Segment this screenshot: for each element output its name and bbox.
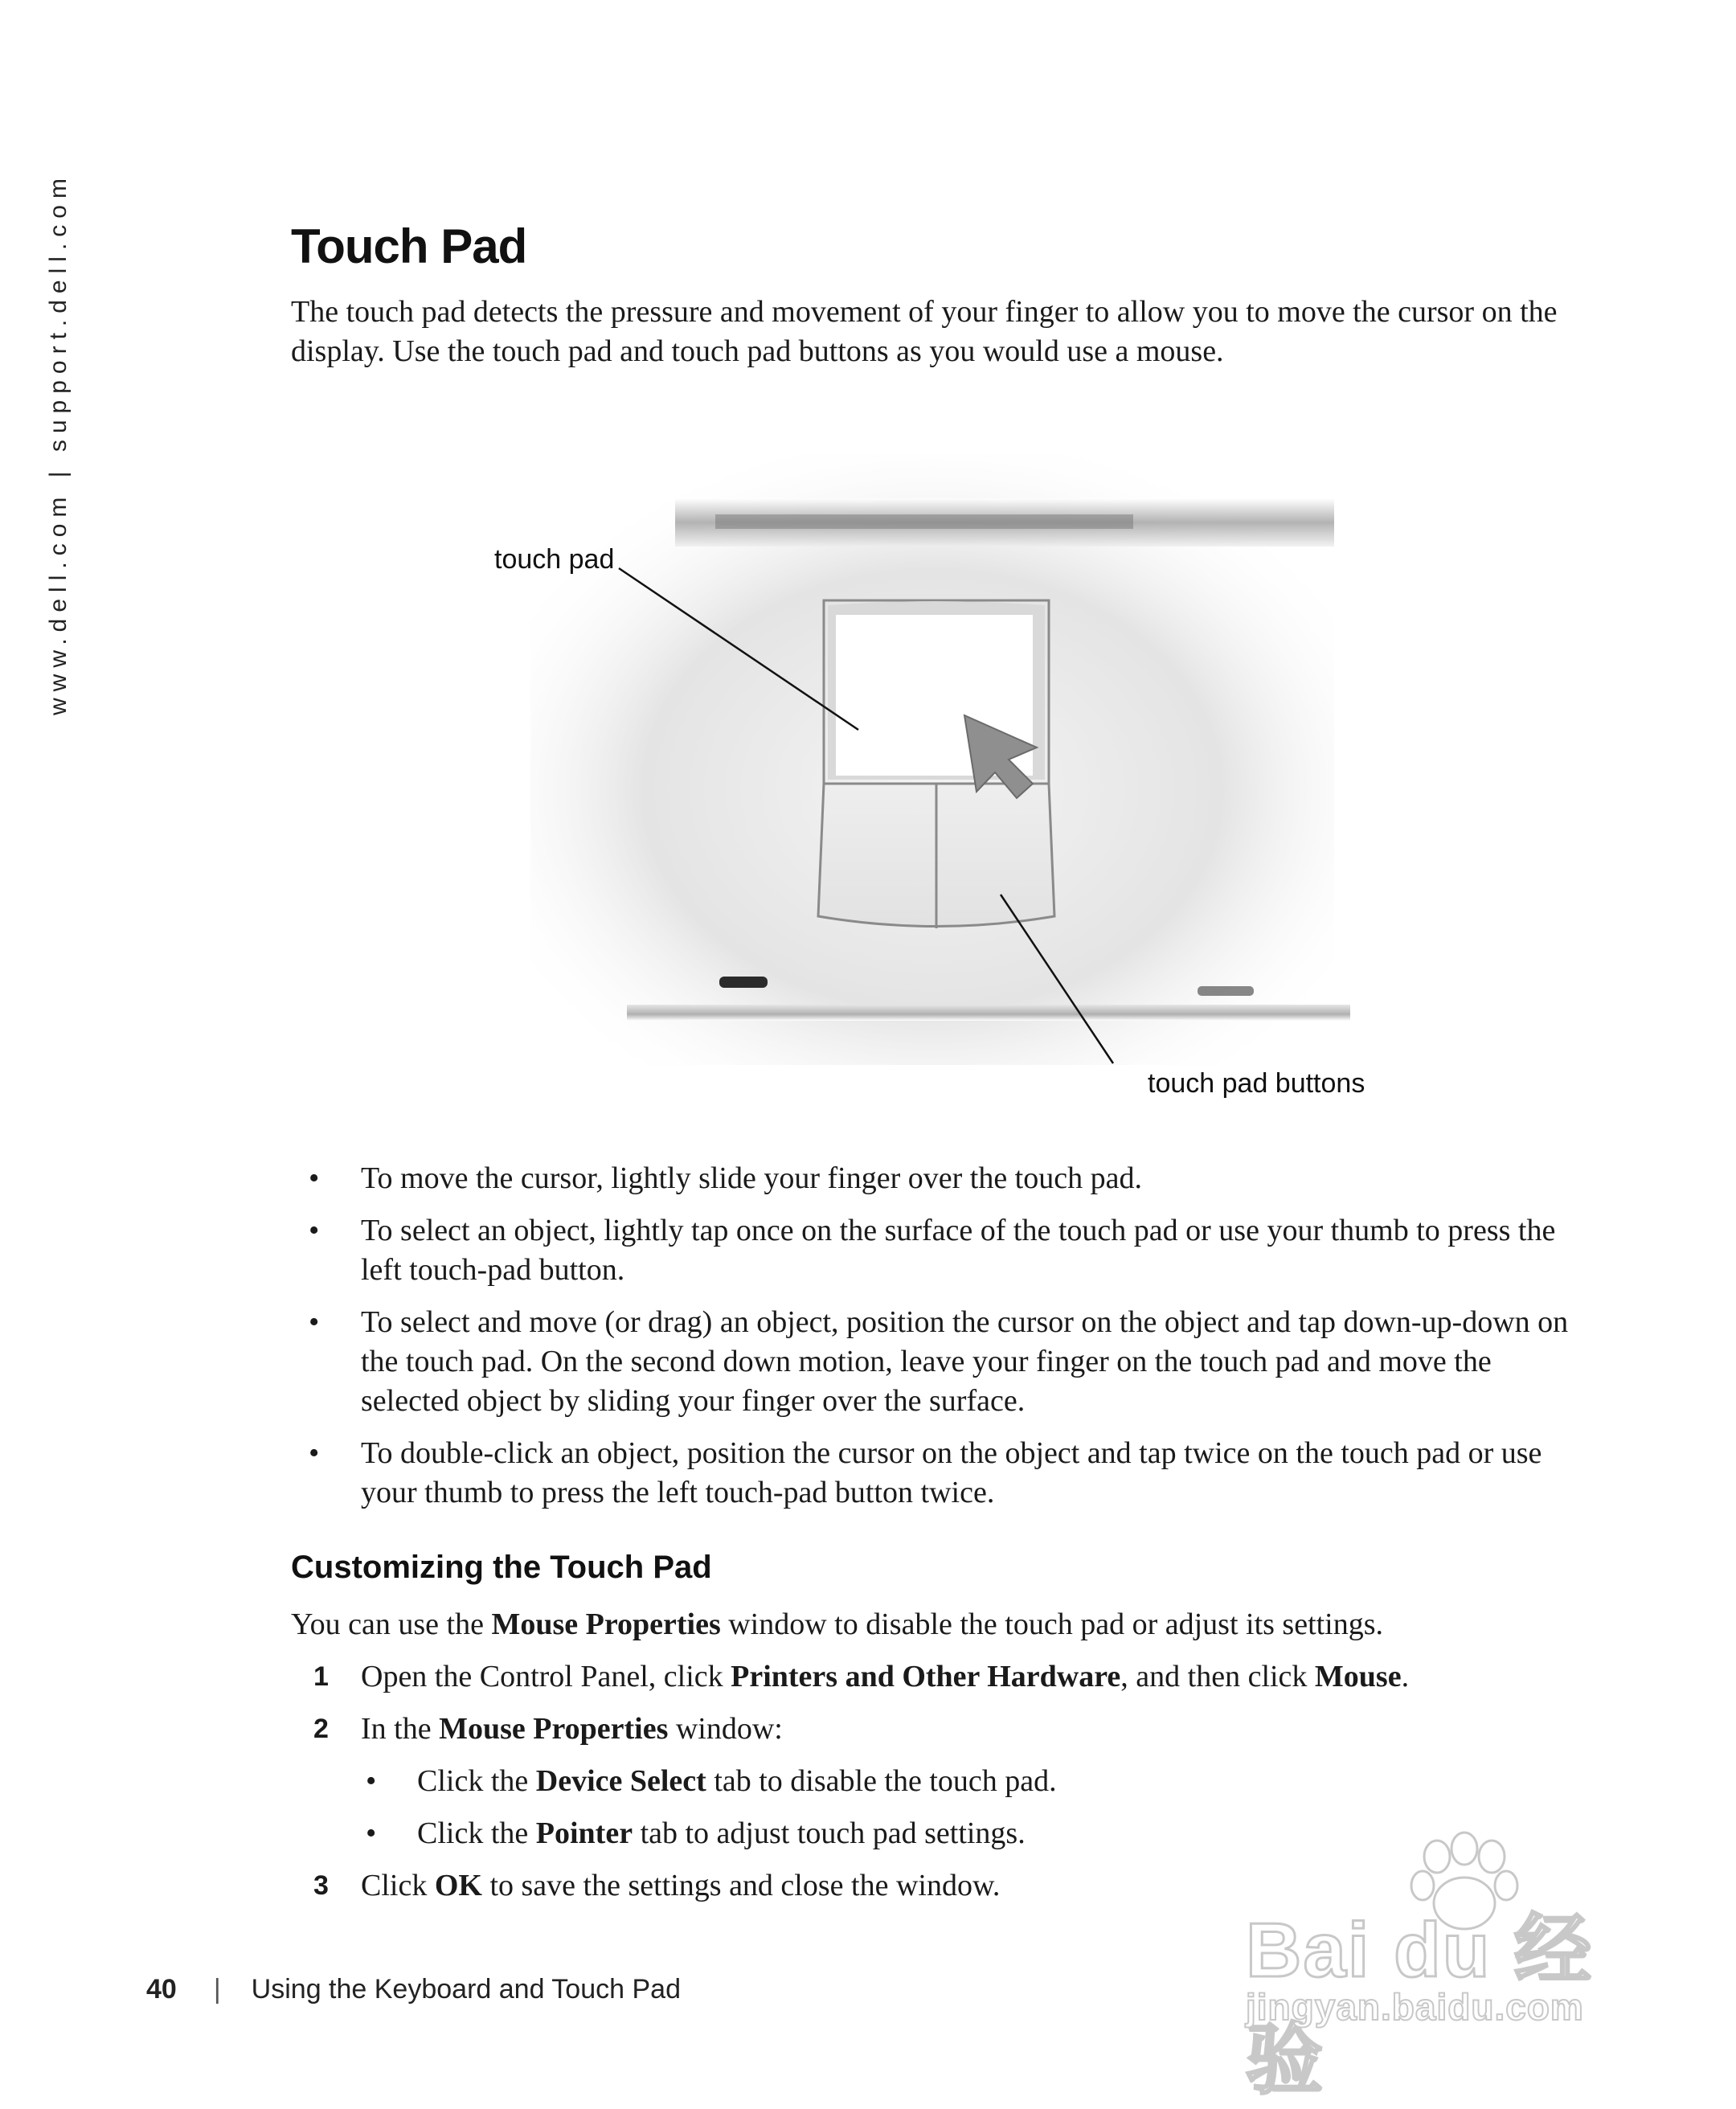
bullet-marker: • — [309, 1305, 320, 1339]
bullet-marker: • — [309, 1214, 320, 1247]
page-number: 40 — [146, 1974, 177, 2005]
ui-term: Pointer — [535, 1816, 633, 1850]
ui-term: Mouse — [1314, 1660, 1402, 1693]
ui-term: Mouse Properties — [491, 1607, 721, 1641]
usage-bullet-list — [291, 1159, 1593, 1525]
baidu-watermark — [1230, 1824, 1648, 2103]
bullet-marker: • — [309, 1436, 320, 1470]
step-number: 2 — [313, 1714, 329, 1744]
step-number: 1 — [313, 1661, 329, 1692]
watermark-brand: Bai du 经验 — [1246, 1907, 1594, 2103]
touch-pad-figure — [494, 406, 1365, 1145]
step-number: 3 — [313, 1870, 329, 1901]
customize-paragraph: You can use the Mouse Properties window to disable the touch pad or adjust its settings. — [291, 1607, 1384, 1641]
bullet-marker: • — [366, 1816, 377, 1850]
bullet-marker: • — [366, 1764, 377, 1798]
section-heading: Customizing the Touch Pad — [291, 1550, 712, 1585]
chapter-title: Using the Keyboard and Touch Pad — [251, 1974, 681, 2005]
keyboard-edge-line — [715, 514, 1133, 529]
ui-term: OK — [434, 1869, 482, 1902]
page-footer — [146, 1974, 681, 2005]
intro-paragraph: The touch pad detects the pressure and movement of your finger to allow you to move the cursor on the display. Use the touch pad and touch pad buttons as you would use a mouse. — [291, 295, 1558, 368]
ui-term: Printers and Other Hardware — [731, 1660, 1121, 1693]
list-item: • To select and move (or drag) an object, position the cursor on the object and tap down-up-down on the touch pad. On the second down motion, leave your finger on the touch pad and move the selected object by sliding your finger over the surface. — [291, 1303, 1593, 1421]
ui-term: Mouse Properties — [439, 1712, 669, 1746]
page-title: Touch Pad — [291, 219, 527, 273]
step-item: 3 Click OK to save the settings and close the window. — [291, 1866, 1593, 1906]
ui-term: Device Select — [535, 1764, 706, 1798]
indicator-light-left — [719, 977, 768, 988]
list-item: • To double-click an object, position the cursor on the object and tap twice on the touch pad or use your thumb to press the left touch-pad button twice. — [291, 1434, 1593, 1513]
palmrest-front-edge — [627, 1005, 1350, 1021]
list-item: • Click the Pointer tab to adjust touch pad settings. — [361, 1814, 1593, 1853]
step-item: 2 In the Mouse Properties window: • Click the Device Select tab to disable the touch pad. • Click the Pointer tab to adjust touch pad settings. — [291, 1710, 1593, 1853]
step-item: 1 Open the Control Panel, click Printers and Other Hardware, and then click Mouse. — [291, 1657, 1593, 1697]
touch-pad-illustration — [514, 406, 1350, 1145]
indicator-light-right — [1198, 986, 1254, 996]
side-url-text: www.dell.com | support.dell.com — [45, 172, 72, 715]
touch-pad-buttons-callout: touch pad buttons — [1148, 1068, 1365, 1099]
list-item: • To move the cursor, lightly slide your finger over the touch pad. — [291, 1159, 1593, 1198]
watermark-url: jingyan.baidu.com — [1246, 1986, 1584, 2028]
list-item: • Click the Device Select tab to disable the touch pad. — [361, 1762, 1593, 1801]
list-item: • To select an object, lightly tap once on the surface of the touch pad or use your thumb to press the left touch-pad button. — [291, 1211, 1593, 1290]
footer-separator: | — [213, 1974, 221, 2005]
touch-pad-callout: touch pad — [494, 544, 615, 575]
bullet-marker: • — [309, 1161, 320, 1195]
